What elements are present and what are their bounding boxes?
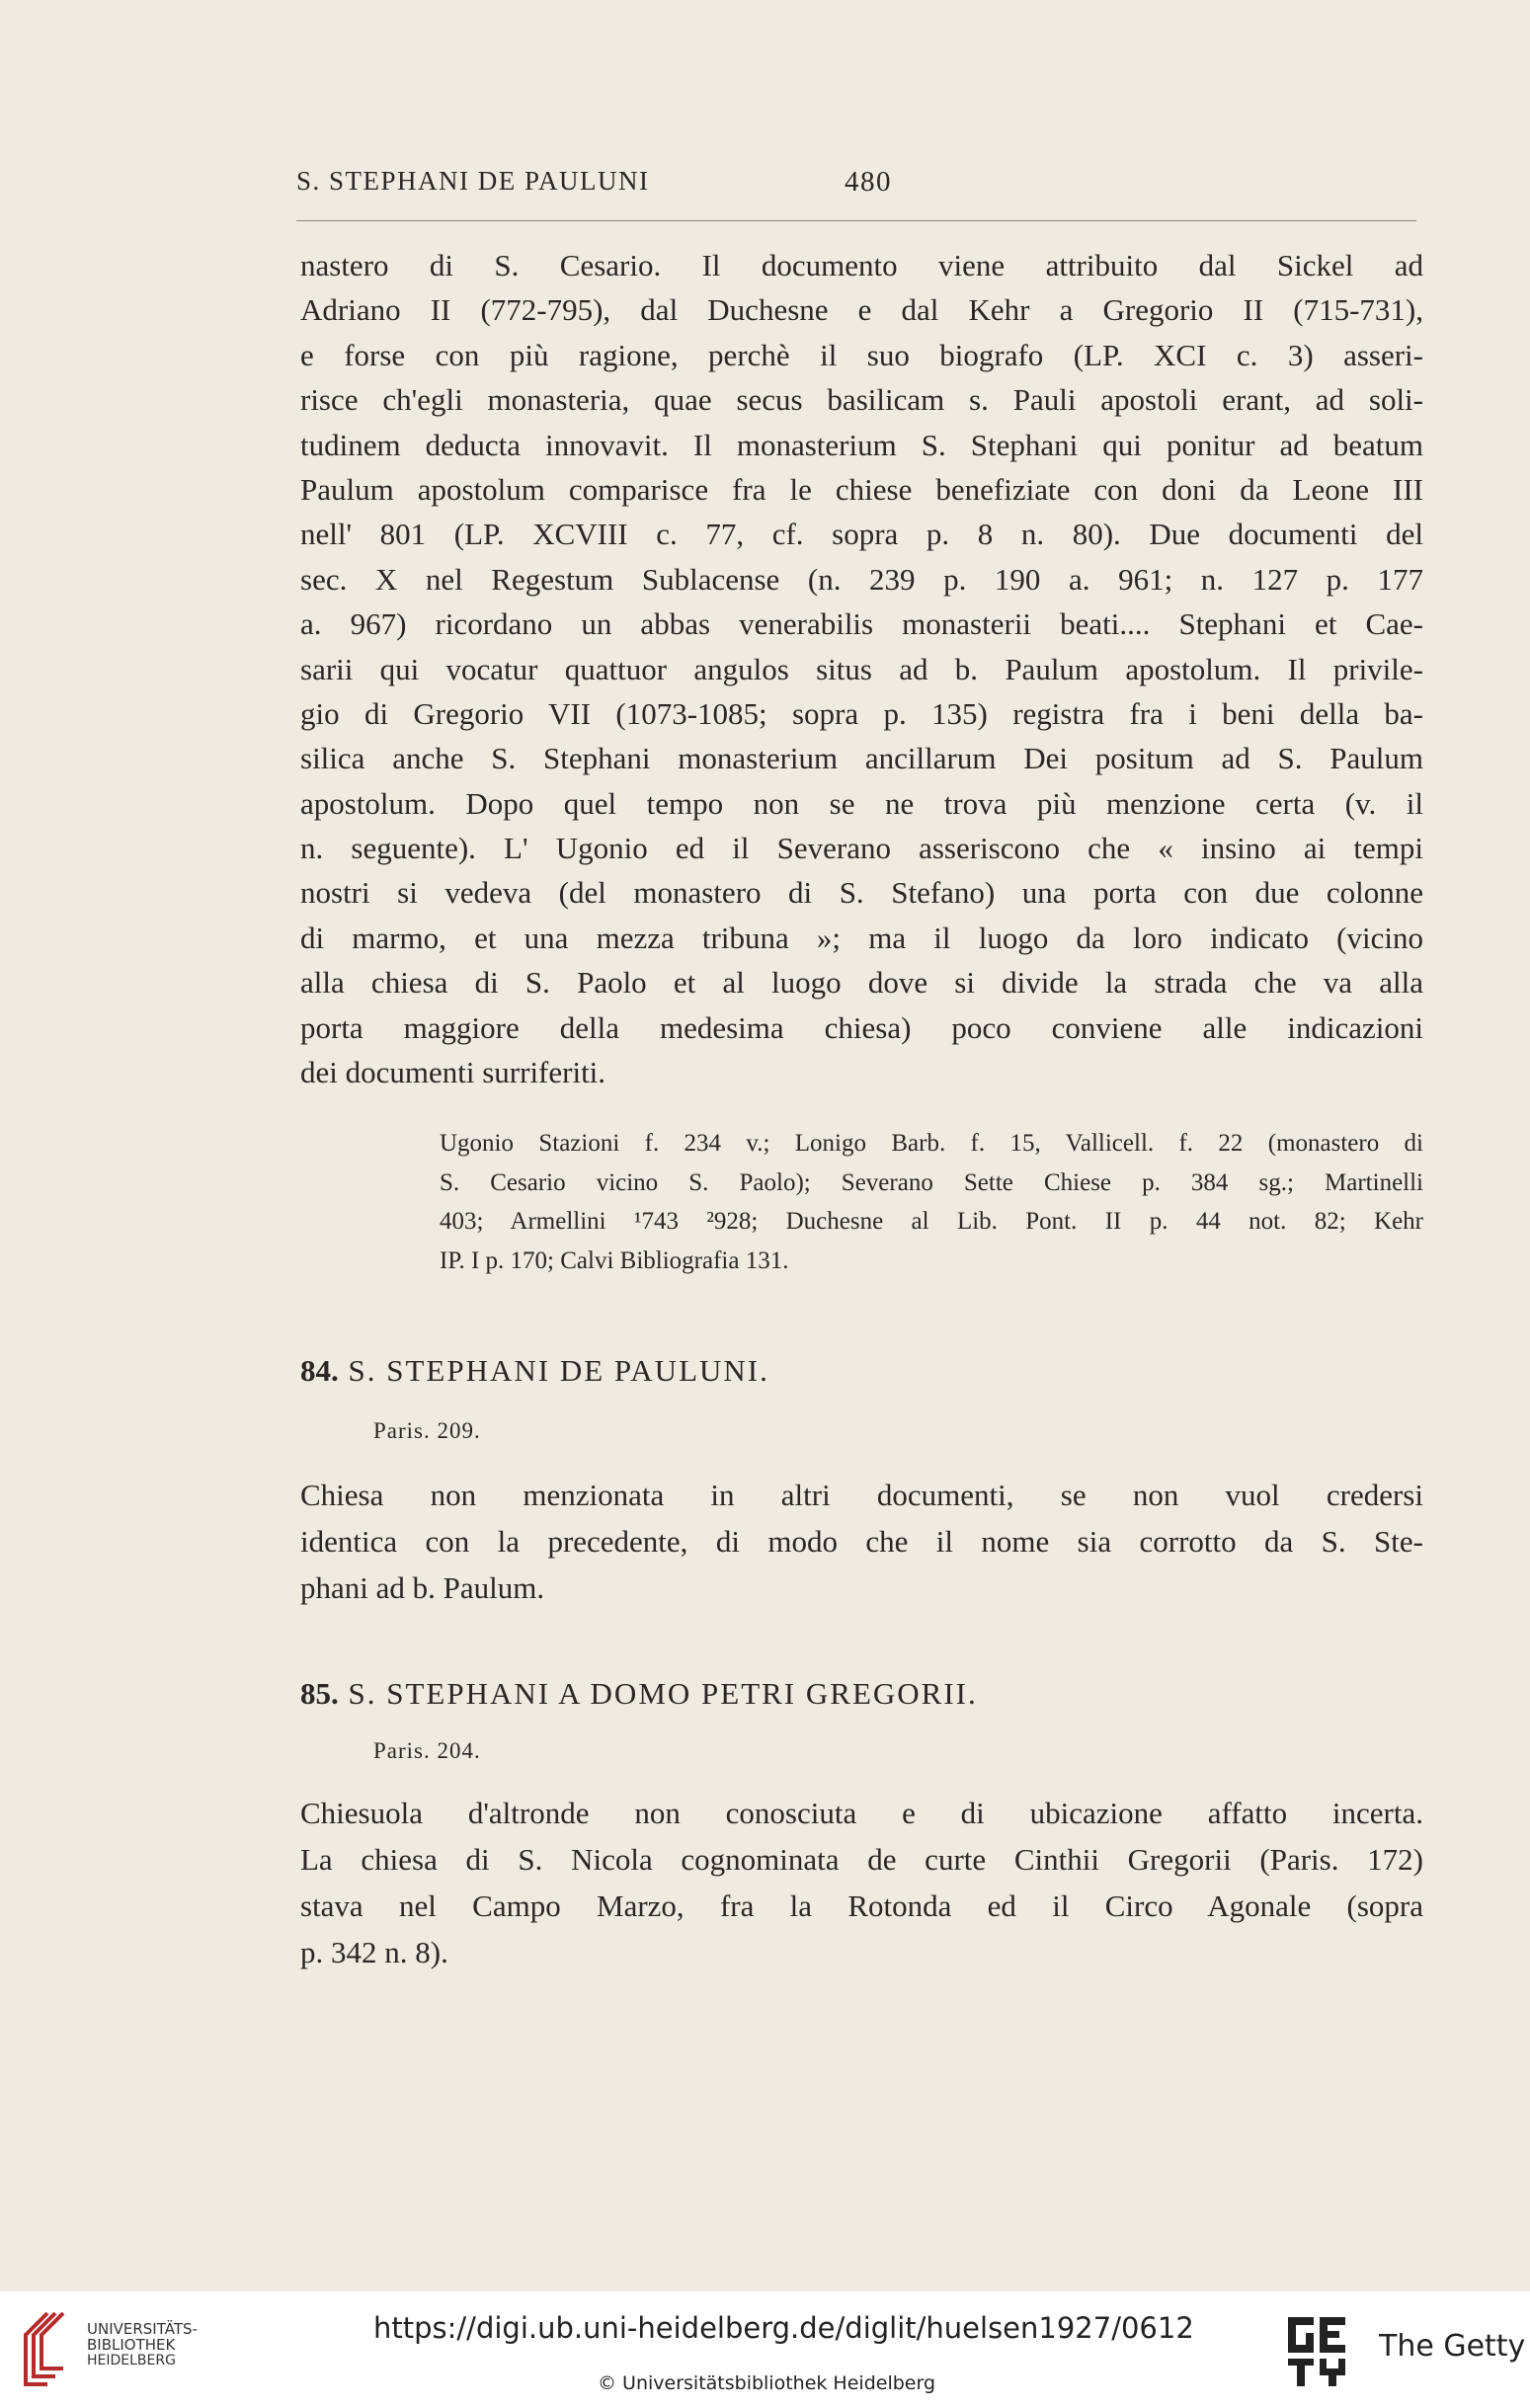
section-84-source: Paris. 209.: [373, 1418, 481, 1443]
section-84-text: [300, 1472, 1423, 1611]
page-number: 480: [845, 166, 892, 198]
note-line: S. Cesario vicino S. Paolo); Severano Sette Chiese p. 384 sg.; Martinelli: [440, 1168, 1423, 1196]
running-title: S. STEPHANI DE PAULUNI: [296, 166, 650, 196]
university-library-logo-icon[interactable]: [18, 2307, 79, 2394]
section-title: S. STEPHANI A DOMO PETRI GREGORII.: [348, 1676, 978, 1711]
text-line: porta maggiore della medesima chiesa) poco conviene alle indicazioni: [300, 1009, 1423, 1045]
university-library-name: [87, 2321, 198, 2368]
text-line: Paulum apostolum comparisce fra le chiese benefiziate con doni da Leone III: [300, 471, 1423, 507]
text-line: La chiesa di S. Nicola cognominata de curte Cinthii Gregorii (Paris. 172): [300, 1842, 1423, 1877]
text-line: tudinem deducta innovavit. Il monasterium S. Stephani qui ponitur ad beatum: [300, 427, 1423, 462]
text-line: nostri si vedeva (del monastero di S. Stefano) una porta con due colonne: [300, 875, 1423, 911]
section-84-heading: [300, 1353, 769, 1389]
text-line: apostolum. Dopo quel tempo non se ne trova più menzione certa (v. il: [300, 785, 1423, 821]
text-line: sarii qui vocatur quattuor angulos situs ad b. Paulum apostolum. Il privile-: [300, 651, 1423, 686]
text-line: n. seguente). L' Ugonio ed il Severano asseriscono che « insino ai tempi: [300, 831, 1423, 866]
section-number: 85.: [300, 1676, 339, 1711]
ub-name-line: HEIDELBERG: [87, 2353, 176, 2368]
ub-name-line: UNIVERSITÄTS-: [87, 2320, 198, 2338]
getty-name: The Getty: [1379, 2329, 1526, 2364]
note-line: IP. I p. 170; Calvi Bibliografia 131.: [440, 1246, 789, 1274]
text-line: silica anche S. Stephani monasterium ancillarum Dei positum ad S. Paulum: [300, 741, 1423, 776]
main-paragraph: [300, 243, 1423, 1094]
copyright-notice: © Universitätsbibliothek Heidelberg: [598, 2372, 936, 2394]
permalink-url[interactable]: https://digi.ub.uni-heidelberg.de/diglit/huelsen1927/0612: [373, 2311, 1194, 2345]
text-line: nell' 801 (LP. XCVIII c. 77, cf. sopra p. 8 n. 80). Due documenti del: [300, 517, 1423, 552]
section-number: 84.: [300, 1353, 339, 1388]
text-line: nastero di S. Cesario. Il documento viene attribuito dal Sickel ad: [300, 248, 1423, 282]
text-line: Adriano II (772-795), dal Duchesne e dal Kehr a Gregorio II (715-731),: [300, 292, 1423, 328]
note-line: 403; Armellini ¹743 ²928; Duchesne al Lib. Pont. II p. 44 not. 82; Kehr: [440, 1208, 1423, 1235]
note-line: Ugonio Stazioni f. 234 v.; Lonigo Barb. f. 15, Vallicell. f. 22 (monastero di: [440, 1130, 1423, 1157]
ub-name-line: BIBLIOTHEK: [87, 2336, 176, 2354]
text-line: gio di Gregorio VII (1073-1085; sopra p. 135) registra fra i beni della ba-: [300, 695, 1423, 731]
text-line: a. 967) ricordano un abbas venerabilis monasterii beati.... Stephani et Cae-: [300, 606, 1423, 642]
viewer-footer: [0, 2291, 1530, 2408]
text-line: risce ch'egli monasteria, quae secus basilicam s. Pauli apostoli erant, ad soli-: [300, 382, 1423, 418]
text-line: sec. X nel Regestum Sublacense (n. 239 p. 190 a. 961; n. 127 p. 177: [300, 561, 1423, 597]
text-line: phani ad b. Paulum.: [300, 1570, 545, 1605]
section-title: S. STEPHANI DE PAULUNI.: [348, 1353, 769, 1388]
header-rule: [296, 220, 1416, 221]
section-85-text: [300, 1790, 1423, 1975]
section-85-source: Paris. 204.: [373, 1738, 481, 1763]
text-line: p. 342 n. 8).: [300, 1935, 448, 1969]
text-line: dei documenti surriferiti.: [300, 1055, 606, 1090]
getty-logo-icon[interactable]: [1284, 2313, 1353, 2394]
text-line: Chiesuola d'altronde non conosciuta e di ubicazione affatto incerta.: [300, 1796, 1423, 1830]
text-line: identica con la precedente, di modo che il nome sia corrotto da S. Ste-: [300, 1524, 1423, 1559]
text-line: Chiesa non menzionata in altri documenti, se non vuol credersi: [300, 1478, 1423, 1512]
text-line: di marmo, et una mezza tribuna »; ma il luogo da loro indicato (vicino: [300, 920, 1423, 955]
text-line: alla chiesa di S. Paolo et al luogo dove si divide la strada che va alla: [300, 965, 1423, 1001]
section-85-heading: [300, 1676, 978, 1712]
text-line: e forse con più ragione, perchè il suo biografo (LP. XCI c. 3) asseri-: [300, 337, 1423, 372]
text-line: stava nel Campo Marzo, fra la Rotonda ed il Circo Agonale (sopra: [300, 1888, 1423, 1923]
bibliography-note: [440, 1124, 1423, 1280]
